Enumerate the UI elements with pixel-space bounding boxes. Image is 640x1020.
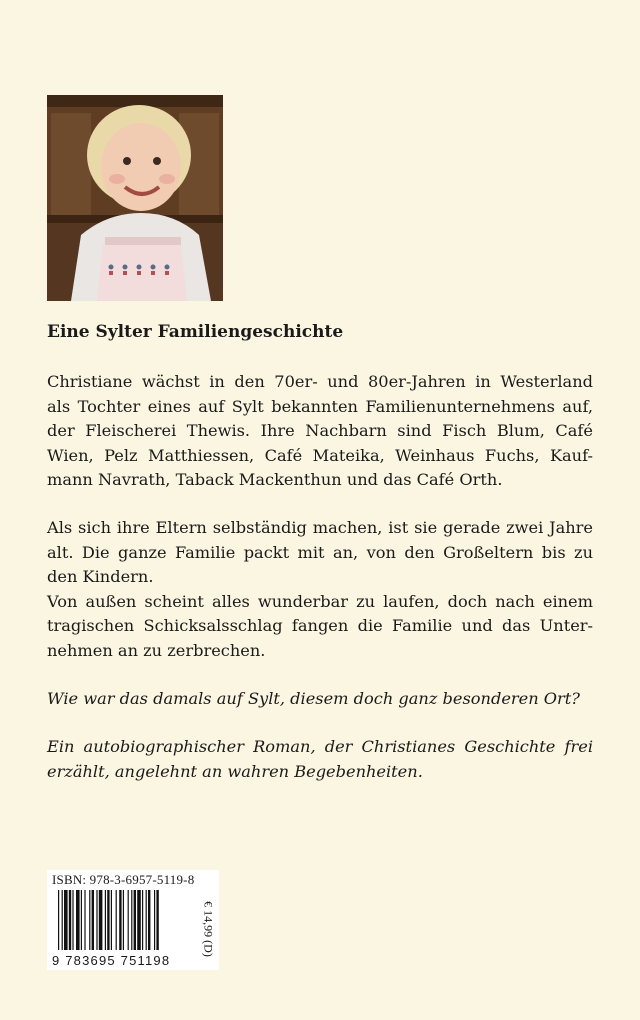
text-line: tragischen Schicksalsschlag fangen die Familie und das Unter-	[47, 616, 593, 635]
barcode-bar	[81, 890, 82, 950]
barcode-bar	[128, 890, 129, 950]
text-line: Wien, Pelz Matthiessen, Café Mateika, Weinhaus Fuchs, Kauf-	[47, 445, 593, 465]
text-line: mann Navrath, Taback Mackenthun und das Café Orth.	[47, 470, 503, 489]
text-line: Als sich ihre Eltern selbständig machen, ist sie gerade zwei Jahre	[47, 518, 593, 537]
section-heading: Eine Sylter Familiengeschichte	[47, 322, 344, 342]
barcode-bar	[107, 890, 109, 950]
price-label: € 14,99 (D)	[201, 901, 216, 957]
barcode-bar	[84, 890, 85, 950]
barcode-bar	[137, 890, 141, 950]
story-paragraph	[47, 516, 593, 663]
closing-paragraph	[47, 735, 593, 784]
barcode-bar	[119, 890, 121, 950]
barcode-bar	[111, 890, 112, 950]
barcode-bar	[62, 890, 63, 950]
text-line: alt. Die ganze Familie packt mit an, von den Großeltern bis zu	[47, 542, 593, 562]
child-portrait-image	[47, 95, 223, 301]
barcode-bar	[156, 890, 158, 950]
text-line: Christiane wächst in den 70er- und 80er-Jahren in Westerland	[47, 372, 593, 391]
barcode-bar	[131, 890, 132, 950]
barcode-image	[58, 890, 198, 952]
barcode-bar	[76, 890, 80, 950]
text-line: der Fleischerei Thewis. Ihre Nachbarn sind Fisch Blum, Café	[47, 421, 593, 440]
barcode-bar	[64, 890, 68, 950]
barcode-bar	[72, 890, 73, 950]
barcode-bar	[99, 890, 103, 950]
text-line: nehmen an zu zerbrechen.	[47, 640, 266, 660]
text-line: Ein autobiographischer Roman, der Christianes Geschichte frei	[47, 737, 593, 756]
barcode-bar	[154, 890, 155, 950]
barcode-bar	[148, 890, 150, 950]
barcode-bar	[92, 890, 94, 950]
cover-photo	[47, 95, 223, 301]
isbn-label: ISBN: 978-3-6957-5119-8	[52, 872, 195, 887]
barcode-bar	[89, 890, 90, 950]
barcode-bar	[146, 890, 147, 950]
ean-number: 9 783695 751198	[52, 953, 171, 968]
barcode-bar	[105, 890, 106, 950]
barcode-bar	[58, 890, 59, 950]
barcode-bar	[116, 890, 117, 950]
barcode-bar	[134, 890, 136, 950]
text-line: erzählt, angelehnt an wahren Begebenheiten.	[47, 761, 423, 781]
barcode-bar	[123, 890, 124, 950]
barcode-bar	[69, 890, 71, 950]
barcode-bar	[142, 890, 143, 950]
text-line: Wie war das damals auf Sylt, diesem doch ganz besonderen Ort?	[47, 689, 580, 708]
barcode-bar	[96, 890, 97, 950]
text-line: als Tochter eines auf Sylt bekannten Familienunternehmens auf,	[47, 396, 593, 416]
text-line: den Kindern.	[47, 567, 154, 586]
question-paragraph	[47, 687, 593, 712]
price-label-box	[199, 892, 217, 966]
text-line: Von außen scheint alles wunderbar zu laufen, doch nach einem	[47, 591, 593, 611]
intro-paragraph	[47, 370, 593, 493]
